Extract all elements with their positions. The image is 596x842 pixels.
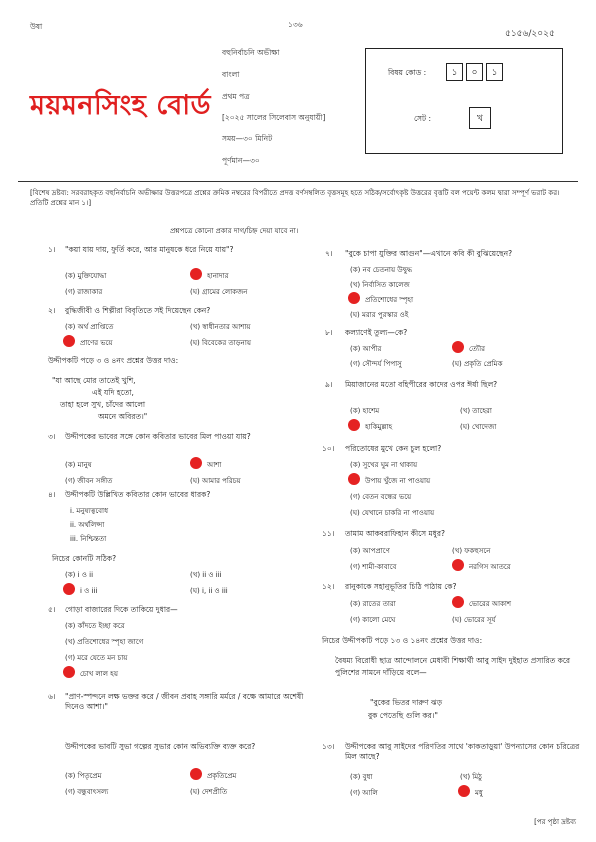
filled-answer-bubble (348, 419, 360, 431)
option-d: (ঘ) i, ii ও iii (190, 587, 228, 595)
option-a: (ক) i ও ii (65, 571, 94, 579)
question-number: ৯। (325, 380, 333, 389)
question-text: মিয়াজানের মতো বহিপীরের কাদের ওপর ঈর্ষা ছিল? (345, 380, 498, 389)
option-d: মধু (475, 789, 483, 797)
subject-code-digit: ১ (446, 63, 463, 81)
option-a: (ক) অর্থ প্রাপ্তিতে (65, 323, 114, 331)
option-c: (গ) বেতন বন্ধের ভয়ে (350, 493, 412, 501)
option-b: হানাদার (207, 272, 229, 280)
question-number: ৩। (48, 432, 56, 441)
option-b: (খ) প্রতিশোধের স্পৃহা জাগে (65, 638, 144, 646)
question-number: ৫। (48, 605, 56, 614)
option-d: (ঘ) খোদেজা (460, 423, 497, 431)
option-b: (খ) স্বাধীনতার আশায় (190, 323, 251, 331)
option-a: (ক) সুখের ঘুম না থাকায় (350, 461, 418, 469)
filled-answer-bubble (190, 768, 202, 780)
question-number: ১০। (322, 444, 335, 453)
stimulus-poem-line: অমনে অবিরত।" (98, 412, 148, 421)
option-b: (খ) ii ও iii (190, 571, 222, 579)
filled-answer-bubble (348, 473, 360, 485)
stimulus-poem-line: "যা আছে মোর তাতেই খুশি, (52, 376, 136, 385)
option-b: (খ) ফকহুসনে (452, 547, 491, 555)
subject-code-digit: ১ (486, 63, 503, 81)
option-d: (ঘ) প্রকৃতি প্রেমিক (452, 360, 503, 368)
option-a: (ক) মুক্তিযোদ্ধা (65, 272, 107, 280)
option-c: (গ) শামী-কাবাবে (350, 563, 397, 571)
question-text: উদ্দীপকের আবু সাইদের পরিণতির সাথে 'কাকতাড়ুয়া' উপন্যাসের কোন চরিত্রের মিল আছে? (345, 742, 580, 761)
option-d: (ঘ) গ্রামের লোকজন (190, 288, 248, 296)
paper-code: ৫১৫৬/২০২৫ (505, 29, 555, 39)
question-number: ১৩। (322, 742, 335, 751)
syllabus-note: [২০২৫ সালের সিলেবাস অনুযায়ী] (222, 113, 326, 122)
filled-answer-bubble (452, 596, 464, 608)
set-value: খ (469, 107, 491, 129)
option-b: প্রকৃতিপ্রেম (207, 772, 237, 780)
option-b: (খ) তাহেরা (460, 407, 492, 415)
option-b: আশা (207, 461, 222, 469)
exam-type: বহুনির্বাচনি অভীক্ষা (222, 48, 280, 57)
subject-code-digit: ০ (466, 63, 483, 81)
question-number: ১২। (322, 582, 335, 591)
question-text: তামাম আকবরাফিহান কীসে মধুর? (345, 529, 445, 538)
option-d: (ঘ) বিবেকের তাড়নায় (190, 339, 252, 347)
option-b: (খ) মিঠু (460, 773, 482, 781)
question-number: ৬। (48, 692, 56, 701)
question-text: "বুকে চাপা যুক্তির আগুন"—এখানে কবি কী বুঝিয়েছেন? (345, 249, 513, 258)
filled-answer-bubble (452, 559, 464, 571)
page-number: ১৩৬ (288, 20, 303, 29)
question-number: ৪। (48, 490, 56, 499)
option-b: উপায় খুঁজে না পাওয়ায় (365, 477, 431, 485)
stimulus-poem-line: তাহা হলে সুখ, চাঁদের আলো (60, 400, 146, 409)
question-text: উদ্দীপকের ভাবের সঙ্গে কোন কবিতার ভাবের মিল পাওয়া যায়? (65, 432, 251, 441)
subject-code-label: বিষয় কোড : (388, 68, 427, 77)
subject-info-box (365, 48, 563, 154)
option-d: (ঘ) দেশপ্রীতি (190, 788, 228, 796)
question-number: ১১। (322, 529, 335, 538)
filled-answer-bubble (190, 268, 202, 280)
option-d: (ঘ) যেখানে চাকরি না পাওয়ায় (350, 509, 435, 517)
question-text: পরিতোষের মুখে কেন চুল হলো? (345, 444, 442, 453)
question-number: ৭। (325, 249, 333, 258)
question-text: রানুকাকে সহানুভূতির চিঠি পাঠায় কে? (345, 582, 457, 591)
option-c: (গ) সৌন্দর্য পিপাসু (350, 360, 402, 368)
full-marks: পূর্ণমান—৩০ (222, 156, 260, 165)
option-c: (গ) জীবন সঙ্গীত (65, 477, 113, 485)
option-a: (ক) কাঁদতে ইচ্ছা করে (65, 622, 125, 630)
stimulus-quote-line: বুক পেতেছি গুলি কর।" (368, 711, 438, 720)
option-d: (ঘ) আমার পরিচয় (190, 477, 241, 485)
option-b: ত্যৌর (469, 345, 485, 353)
option-b: ভোরের আকাশ (469, 600, 512, 608)
option-d: (ঘ) মরার পুরস্কার ওই (350, 311, 409, 319)
option-a: (ক) পিতৃপ্রেম (65, 772, 102, 780)
option-a: (ক) আপপ্রাণে (350, 547, 390, 555)
option-a: (ক) আপীর (350, 345, 382, 353)
option-a: (ক) বুধা (350, 773, 373, 781)
question-number: ১। (48, 245, 56, 254)
header-divider (18, 181, 578, 182)
option-c: প্রাণের ভয়ে (80, 339, 113, 347)
filled-answer-bubble (63, 335, 75, 347)
question-number: ৮। (325, 328, 333, 337)
set-label: সেট : (414, 114, 431, 123)
option-c: (গ) আলি (350, 789, 378, 797)
question-text: উদ্দীপকের ভাবটি সুভা গল্পের সুভার কোন অভিব্যক্তি ব্যক্ত করে? (65, 742, 256, 751)
stimulus-poem-line: এই যদি হতো, (92, 388, 134, 397)
option-c: (গ) কালো মেঘে (350, 616, 396, 624)
option-b: (খ) নির্বাসিত কালেজ (350, 281, 410, 289)
option-c: হাকিমুল্লাহ (365, 423, 393, 431)
option-a: (ক) নব চেতনায় উদ্বুদ্ধ (350, 266, 413, 274)
stimulus-instruction: নিচের উদ্দীপকটি পড়ে ১৩ ও ১৪নং প্রশ্নের উত্তর দাও: (322, 636, 483, 645)
option-d: নরগিস আতরে (469, 563, 511, 571)
stimulus-instruction: উদ্দীপকটি পড়ে ৩ ও ৪নং প্রশ্নের উত্তর দাও: (48, 356, 179, 365)
question-text: বুদ্ধিজীবী ও শিল্পীরা বিবৃতিতে সই দিয়েছেন কেন? (65, 306, 211, 315)
subject-name: বাংলা (222, 70, 240, 79)
option-d: (ঘ) ভোরের সূর্য (452, 616, 496, 624)
question-text: কল্যাণেই তুল্য—কে? (345, 328, 408, 337)
option-a: (ক) রাতের তারা (350, 600, 396, 608)
subject-code-digits (446, 63, 506, 81)
option-c: i ও iii (80, 587, 98, 595)
question-text: "কয়া যায় দায়, ফুর্তি করে, আর মানুষকে ধরে নিয়ে যায়"? (65, 245, 234, 254)
option-c: (গ) রাজাকার (65, 288, 103, 296)
no-mark-note: প্রশ্নপত্রে কোনো প্রকার দাগ/চিহ্ন দেয়া যাবে না। (170, 227, 299, 235)
instructions: [বিশেষ দ্রষ্টব্য: সরবরাহকৃত বহুনির্বাচনি অভীক্ষার উত্তরপত্রে প্রশ্নের ক্রমিক নম্বরের বিপরীতে প্রদত্ত বর্ণসম্বলিত বৃত্তসমূহ হতে সঠিক/সর্বোৎকৃষ্ট উত্তরের বৃত্তটি বল পয়েন্ট কলম দ্বারা সম্পূর্ণ ভরাট কর। প্রতিটি প্রশ্নের মান ১।] (30, 189, 560, 207)
option-a: (ক) মানুষ (65, 461, 92, 469)
filled-answer-bubble (63, 666, 75, 678)
stimulus-quote-line: "বুকের ভিতর দারুণ ঝড় (370, 698, 443, 707)
option-c: প্রতিশোধের স্পৃহা (365, 296, 414, 304)
filled-answer-bubble (458, 785, 470, 797)
exam-time: সময়—৩০ মিনিট (222, 134, 273, 143)
filled-answer-bubble (452, 341, 464, 353)
filled-answer-bubble (63, 583, 75, 595)
statement-iii: iii. নিশ্চিন্ততা (70, 535, 107, 543)
option-c: (গ) মরে যেতে মন চায় (65, 654, 128, 662)
filled-answer-bubble (348, 292, 360, 304)
question-text: উদ্দীপকটি উল্লিখিত কবিতার কোন ভাবের ধারক? (65, 490, 211, 499)
question-prompt: নিচের কোনটি সঠিক? (52, 554, 117, 563)
stimulus-passage: বৈষম্য বিরোধী ছাত্র আন্দোলনে মেধাবী শিক্ষার্থী আবু সাইদ দুইহাত প্রসারিত করে পুলিশের সামনে দাঁড়িয়ে বলে— (335, 656, 571, 677)
filled-answer-bubble (190, 457, 202, 469)
option-a: (ক) হাশেম (350, 407, 380, 415)
question-text: গোড়া বাজারের দিকে তাকিয়ে দুধার— (65, 605, 178, 614)
statement-i: i. মনুষ্যত্ববোধ (70, 507, 108, 515)
header-left-label: উষা (30, 22, 43, 31)
statement-ii: ii. অর্থলিপ্সা (70, 521, 105, 529)
paper-name: প্রথম পত্র (222, 92, 250, 101)
question-quote: "প্রাণ-স্পন্দনে লক্ষ ভক্তর করে / জীবন প্রবাহ সঙ্গারি মর্মরে / বক্ষে আমারে অশেষী দিনেও আশা।" (65, 692, 304, 711)
option-d: চোখ লাল হয় (80, 670, 118, 678)
question-number: ২। (48, 306, 56, 315)
board-name: ময়মনসিংহ বোর্ড (30, 90, 211, 121)
option-c: (গ) বন্ধুবাৎসল্য (65, 788, 109, 796)
next-page-note: [পর পৃষ্ঠা দ্রষ্টব্য (534, 818, 576, 826)
